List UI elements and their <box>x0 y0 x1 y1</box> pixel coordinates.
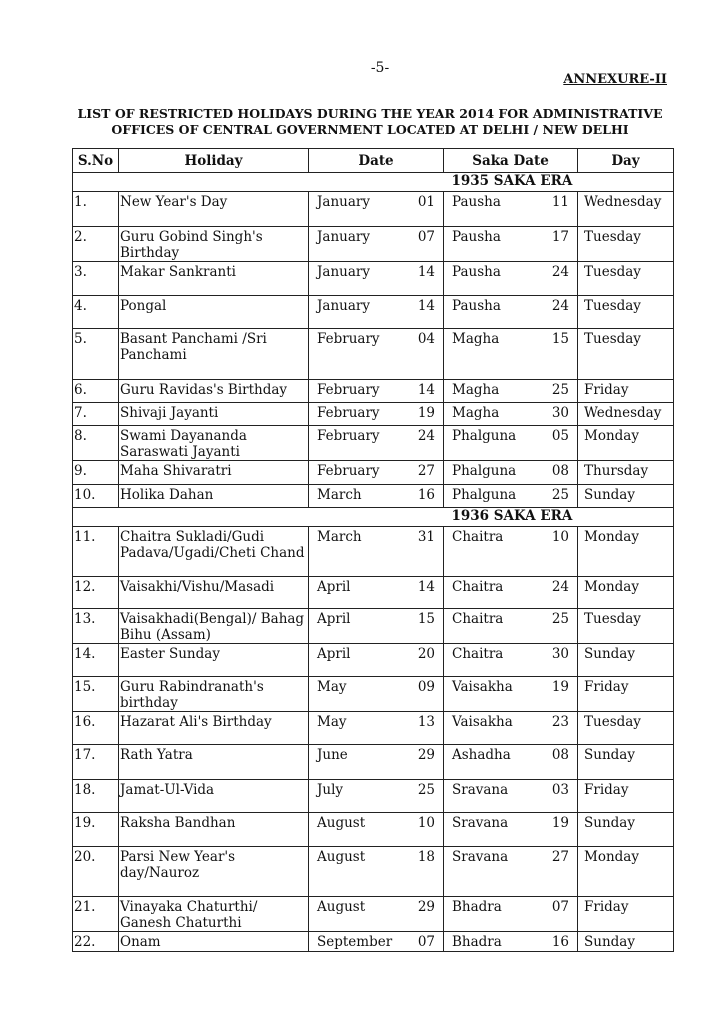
cell-date <box>309 897 444 932</box>
date-month: May <box>317 679 347 695</box>
cell-sno: 19. <box>73 813 119 847</box>
saka-month: Magha <box>452 382 500 398</box>
cell-date <box>309 577 444 609</box>
cell-weekday: Sunday <box>578 745 674 780</box>
cell-weekday: Monday <box>578 426 674 461</box>
saka-day: 24 <box>551 264 569 280</box>
cell-date <box>309 329 444 380</box>
date-day: 01 <box>417 194 435 210</box>
cell-saka-date <box>444 745 578 780</box>
header-saka-date: Saka Date <box>444 149 578 173</box>
cell-weekday: Monday <box>578 577 674 609</box>
cell-sno: 6. <box>73 380 119 403</box>
cell-date <box>309 461 444 485</box>
cell-holiday: Chaitra Sukladi/Gudi Padava/Ugadi/Cheti Chand <box>119 527 309 577</box>
cell-sno: 11. <box>73 527 119 577</box>
cell-weekday: Sunday <box>578 813 674 847</box>
cell-sno: 14. <box>73 644 119 677</box>
saka-day: 19 <box>551 815 569 831</box>
cell-weekday: Tuesday <box>578 296 674 329</box>
saka-day: 15 <box>551 331 569 347</box>
date-month: February <box>317 405 380 421</box>
cell-date <box>309 644 444 677</box>
table-row <box>73 296 674 329</box>
saka-month: Sravana <box>452 849 509 865</box>
title-line-1: LIST OF RESTRICTED HOLIDAYS DURING THE YEAR 2014 FOR ADMINISTRATIVE <box>77 106 663 121</box>
cell-sno: 8. <box>73 426 119 461</box>
cell-sno: 4. <box>73 296 119 329</box>
date-day: 07 <box>417 229 435 245</box>
cell-weekday: Friday <box>578 677 674 712</box>
cell-holiday: Guru Rabindranath's birthday <box>119 677 309 712</box>
saka-month: Vaisakha <box>452 679 513 695</box>
table-row <box>73 609 674 644</box>
cell-sno: 7. <box>73 403 119 426</box>
date-day: 20 <box>417 646 435 662</box>
cell-holiday: Guru Ravidas's Birthday <box>119 380 309 403</box>
table-row <box>73 262 674 296</box>
cell-date <box>309 712 444 745</box>
date-day: 09 <box>417 679 435 695</box>
cell-sno: 5. <box>73 329 119 380</box>
table-row <box>73 847 674 897</box>
date-day: 14 <box>417 382 435 398</box>
cell-holiday: Vaisakhi/Vishu/Masadi <box>119 577 309 609</box>
cell-weekday: Tuesday <box>578 227 674 262</box>
cell-weekday: Tuesday <box>578 712 674 745</box>
date-day: 16 <box>417 487 435 503</box>
saka-month: Pausha <box>452 194 501 210</box>
table-row <box>73 932 674 952</box>
cell-date <box>309 932 444 952</box>
cell-date <box>309 192 444 227</box>
cell-weekday: Sunday <box>578 932 674 952</box>
cell-holiday: Vinayaka Chaturthi/ Ganesh Chaturthi <box>119 897 309 932</box>
cell-sno: 18. <box>73 780 119 813</box>
saka-day: 25 <box>551 487 569 503</box>
date-day: 24 <box>417 428 435 444</box>
cell-saka-date <box>444 577 578 609</box>
cell-sno: 3. <box>73 262 119 296</box>
saka-month: Ashadha <box>452 747 511 763</box>
saka-month: Sravana <box>452 815 509 831</box>
cell-saka-date <box>444 932 578 952</box>
date-day: 14 <box>417 579 435 595</box>
saka-month: Phalguna <box>452 428 517 444</box>
date-day: 31 <box>417 529 435 545</box>
cell-date <box>309 380 444 403</box>
saka-day: 05 <box>551 428 569 444</box>
saka-month: Chaitra <box>452 529 504 545</box>
date-month: July <box>317 782 344 798</box>
date-day: 18 <box>417 849 435 865</box>
table-row <box>73 745 674 780</box>
header-date: Date <box>309 149 444 173</box>
cell-date <box>309 426 444 461</box>
saka-month: Magha <box>452 331 500 347</box>
cell-holiday: New Year's Day <box>119 192 309 227</box>
cell-weekday: Sunday <box>578 485 674 508</box>
date-month: February <box>317 463 380 479</box>
saka-day: 07 <box>551 899 569 915</box>
date-month: February <box>317 331 380 347</box>
era-row <box>73 173 674 192</box>
cell-saka-date <box>444 192 578 227</box>
cell-holiday: Raksha Bandhan <box>119 813 309 847</box>
saka-day: 24 <box>551 579 569 595</box>
date-day: 07 <box>417 934 435 950</box>
cell-holiday: Makar Sankranti <box>119 262 309 296</box>
saka-day: 10 <box>551 529 569 545</box>
cell-holiday: Holika Dahan <box>119 485 309 508</box>
date-month: January <box>317 298 370 314</box>
cell-saka-date <box>444 609 578 644</box>
cell-weekday: Monday <box>578 847 674 897</box>
cell-saka-date <box>444 485 578 508</box>
cell-holiday: Shivaji Jayanti <box>119 403 309 426</box>
cell-date <box>309 813 444 847</box>
cell-sno: 1. <box>73 192 119 227</box>
table-row <box>73 461 674 485</box>
saka-month: Chaitra <box>452 646 504 662</box>
date-month: September <box>317 934 393 950</box>
saka-day: 08 <box>551 747 569 763</box>
cell-holiday: Onam <box>119 932 309 952</box>
cell-holiday: Basant Panchami /Sri Panchami <box>119 329 309 380</box>
cell-holiday: Vaisakhadi(Bengal)/ Bahag Bihu (Assam) <box>119 609 309 644</box>
date-month: January <box>317 264 370 280</box>
cell-weekday: Friday <box>578 780 674 813</box>
title-line-2: OFFICES OF CENTRAL GOVERNMENT LOCATED AT DELHI / NEW DELHI <box>111 122 629 137</box>
saka-month: Phalguna <box>452 463 517 479</box>
cell-sno: 9. <box>73 461 119 485</box>
cell-date <box>309 745 444 780</box>
holiday-table <box>72 148 674 952</box>
date-month: May <box>317 714 347 730</box>
cell-holiday: Pongal <box>119 296 309 329</box>
cell-saka-date <box>444 897 578 932</box>
cell-weekday: Tuesday <box>578 262 674 296</box>
era-label: 1936 SAKA ERA <box>444 508 674 527</box>
cell-holiday: Jamat-Ul-Vida <box>119 780 309 813</box>
saka-day: 25 <box>551 382 569 398</box>
cell-saka-date <box>444 227 578 262</box>
saka-month: Bhadra <box>452 934 502 950</box>
cell-saka-date <box>444 296 578 329</box>
cell-weekday: Monday <box>578 527 674 577</box>
saka-month: Vaisakha <box>452 714 513 730</box>
saka-day: 30 <box>551 646 569 662</box>
saka-day: 30 <box>551 405 569 421</box>
saka-month: Chaitra <box>452 611 504 627</box>
cell-sno: 20. <box>73 847 119 897</box>
cell-saka-date <box>444 403 578 426</box>
saka-day: 23 <box>551 714 569 730</box>
saka-day: 25 <box>551 611 569 627</box>
era-label: 1935 SAKA ERA <box>444 173 674 192</box>
cell-holiday: Guru Gobind Singh's Birthday <box>119 227 309 262</box>
cell-weekday: Tuesday <box>578 329 674 380</box>
cell-saka-date <box>444 644 578 677</box>
cell-date <box>309 485 444 508</box>
cell-holiday: Maha Shivaratri <box>119 461 309 485</box>
cell-sno: 16. <box>73 712 119 745</box>
saka-month: Pausha <box>452 298 501 314</box>
date-month: January <box>317 194 370 210</box>
cell-date <box>309 847 444 897</box>
cell-saka-date <box>444 262 578 296</box>
cell-saka-date <box>444 813 578 847</box>
date-month: April <box>317 611 351 627</box>
saka-month: Bhadra <box>452 899 502 915</box>
date-day: 29 <box>417 899 435 915</box>
saka-month: Magha <box>452 405 500 421</box>
saka-day: 08 <box>551 463 569 479</box>
date-day: 10 <box>417 815 435 831</box>
header-day: Day <box>578 149 674 173</box>
date-month: August <box>317 899 366 915</box>
saka-day: 16 <box>551 934 569 950</box>
header-holiday: Holiday <box>119 149 309 173</box>
cell-holiday: Easter Sunday <box>119 644 309 677</box>
cell-weekday: Friday <box>578 897 674 932</box>
table-row <box>73 577 674 609</box>
cell-date <box>309 296 444 329</box>
table-row <box>73 527 674 577</box>
date-month: August <box>317 849 366 865</box>
cell-sno: 22. <box>73 932 119 952</box>
table-row <box>73 780 674 813</box>
cell-saka-date <box>444 847 578 897</box>
table-row <box>73 329 674 380</box>
header-sno: S.No <box>73 149 119 173</box>
cell-weekday: Friday <box>578 380 674 403</box>
date-month: March <box>317 487 362 503</box>
cell-sno: 21. <box>73 897 119 932</box>
cell-date <box>309 227 444 262</box>
table-row <box>73 813 674 847</box>
cell-date <box>309 527 444 577</box>
date-month: April <box>317 646 351 662</box>
date-month: January <box>317 229 370 245</box>
era-row <box>73 508 674 527</box>
table-row <box>73 380 674 403</box>
table-row <box>73 403 674 426</box>
table-row <box>73 227 674 262</box>
table-row <box>73 712 674 745</box>
date-day: 04 <box>417 331 435 347</box>
table-row <box>73 897 674 932</box>
cell-sno: 10. <box>73 485 119 508</box>
table-row <box>73 677 674 712</box>
date-month: April <box>317 579 351 595</box>
cell-weekday: Wednesday <box>578 192 674 227</box>
cell-sno: 12. <box>73 577 119 609</box>
table-header-row <box>73 149 674 173</box>
saka-month: Pausha <box>452 264 501 280</box>
cell-saka-date <box>444 712 578 745</box>
cell-date <box>309 677 444 712</box>
saka-day: 03 <box>551 782 569 798</box>
date-day: 15 <box>417 611 435 627</box>
saka-day: 17 <box>551 229 569 245</box>
cell-weekday: Thursday <box>578 461 674 485</box>
date-day: 13 <box>417 714 435 730</box>
cell-date <box>309 403 444 426</box>
page-number: -5- <box>370 60 390 76</box>
date-day: 14 <box>417 298 435 314</box>
date-month: March <box>317 529 362 545</box>
saka-day: 19 <box>551 679 569 695</box>
cell-weekday: Sunday <box>578 644 674 677</box>
saka-month: Sravana <box>452 782 509 798</box>
saka-day: 27 <box>551 849 569 865</box>
cell-date <box>309 609 444 644</box>
table-row <box>73 426 674 461</box>
cell-sno: 17. <box>73 745 119 780</box>
date-month: June <box>317 747 348 763</box>
saka-month: Chaitra <box>452 579 504 595</box>
date-month: February <box>317 382 380 398</box>
cell-saka-date <box>444 461 578 485</box>
cell-saka-date <box>444 380 578 403</box>
saka-month: Pausha <box>452 229 501 245</box>
document-title <box>60 106 680 138</box>
date-day: 29 <box>417 747 435 763</box>
table-row <box>73 192 674 227</box>
cell-saka-date <box>444 527 578 577</box>
table-row <box>73 644 674 677</box>
cell-weekday: Wednesday <box>578 403 674 426</box>
saka-day: 24 <box>551 298 569 314</box>
date-day: 27 <box>417 463 435 479</box>
annexure-label: ANNEXURE-II <box>563 72 667 87</box>
cell-date <box>309 780 444 813</box>
cell-holiday: Hazarat Ali's Birthday <box>119 712 309 745</box>
cell-holiday: Parsi New Year's day/Nauroz <box>119 847 309 897</box>
cell-sno: 15. <box>73 677 119 712</box>
date-day: 14 <box>417 264 435 280</box>
date-month: August <box>317 815 366 831</box>
cell-weekday: Tuesday <box>578 609 674 644</box>
cell-holiday: Swami Dayananda Saraswati Jayanti <box>119 426 309 461</box>
saka-day: 11 <box>551 194 569 210</box>
cell-holiday: Rath Yatra <box>119 745 309 780</box>
cell-saka-date <box>444 780 578 813</box>
cell-date <box>309 262 444 296</box>
saka-month: Phalguna <box>452 487 517 503</box>
table-row <box>73 485 674 508</box>
cell-saka-date <box>444 426 578 461</box>
date-day: 25 <box>417 782 435 798</box>
date-month: February <box>317 428 380 444</box>
cell-saka-date <box>444 677 578 712</box>
cell-saka-date <box>444 329 578 380</box>
cell-sno: 13. <box>73 609 119 644</box>
date-day: 19 <box>417 405 435 421</box>
cell-sno: 2. <box>73 227 119 262</box>
